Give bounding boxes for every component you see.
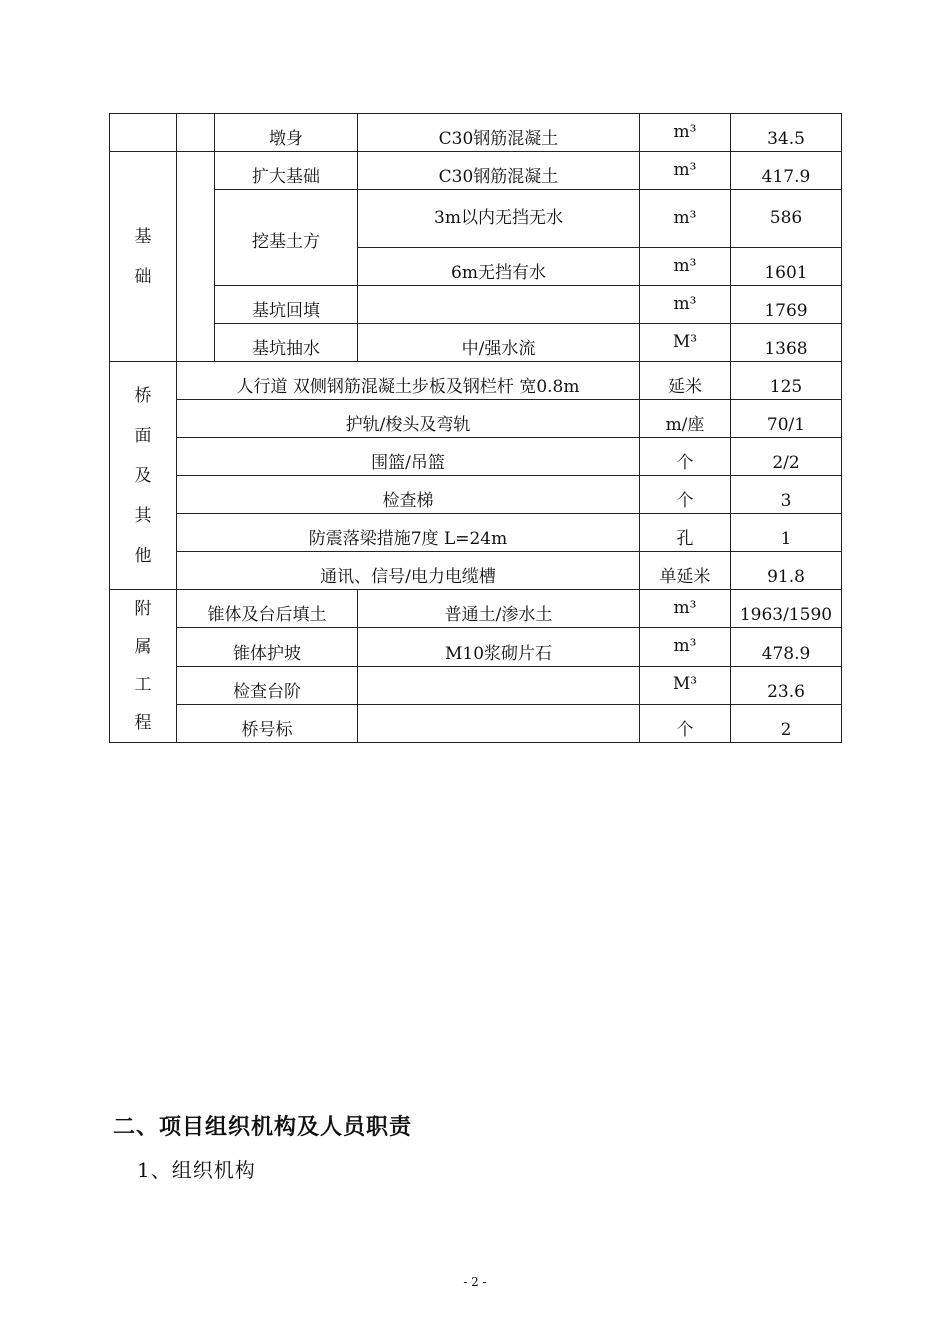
subsection-heading: 1、组织机构 — [137, 1158, 256, 1182]
category-deck: 桥 面 及 其 他 — [110, 362, 177, 590]
unit-cell: 个 — [640, 438, 731, 476]
table-row — [110, 476, 842, 514]
item-cell: 墩身 — [215, 114, 358, 152]
qty-cell: 586 — [731, 190, 842, 248]
desc-cell: 防震落梁措施7度 L=24m — [177, 514, 640, 552]
item-cell: 挖基土方 — [215, 190, 358, 286]
qty-cell: 1601 — [731, 248, 842, 286]
unit-cell: m³ — [640, 628, 731, 666]
qty-cell: 417.9 — [731, 152, 842, 190]
unit-cell: 孔 — [640, 514, 731, 552]
table-row — [110, 114, 842, 152]
qty-cell: 2 — [731, 704, 842, 742]
item-cell: 基坑回填 — [215, 286, 358, 324]
desc-cell: 通讯、信号/电力电缆槽 — [177, 552, 640, 590]
unit-cell: m³ — [640, 152, 731, 190]
table-row — [110, 190, 842, 248]
qty-cell: 1 — [731, 514, 842, 552]
spec-cell — [358, 666, 640, 704]
table-row — [110, 438, 842, 476]
table-row — [110, 666, 842, 704]
qty-cell: 91.8 — [731, 552, 842, 590]
table-row — [110, 552, 842, 590]
table-row — [110, 628, 842, 666]
table-row — [110, 324, 842, 362]
desc-cell: 检查梯 — [177, 476, 640, 514]
spec-cell — [358, 704, 640, 742]
item-cell: 扩大基础 — [215, 152, 358, 190]
unit-cell: m³ — [640, 248, 731, 286]
spec-cell: 中/强水流 — [358, 324, 640, 362]
table-row — [110, 286, 842, 324]
qty-cell: 70/1 — [731, 400, 842, 438]
desc-cell: 护轨/梭头及弯轨 — [177, 400, 640, 438]
quantity-table — [109, 113, 842, 743]
category-ancillary: 附 属 工 程 — [110, 590, 177, 743]
section-heading: 二、项目组织机构及人员职责 — [113, 1115, 413, 1140]
table-row — [110, 362, 842, 400]
qty-cell: 125 — [731, 362, 842, 400]
category-foundation: 基 础 — [110, 152, 177, 362]
unit-cell: 个 — [640, 476, 731, 514]
desc-cell: 人行道 双侧钢筋混凝土步板及钢栏杆 宽0.8m — [177, 362, 640, 400]
qty-cell: 478.9 — [731, 628, 842, 666]
unit-cell: m³ — [640, 114, 731, 152]
table-row — [110, 152, 842, 190]
unit-cell: m³ — [640, 286, 731, 324]
qty-cell: 23.6 — [731, 666, 842, 704]
spec-cell: 6m无挡有水 — [358, 248, 640, 286]
qty-cell: 1769 — [731, 286, 842, 324]
qty-cell: 1368 — [731, 324, 842, 362]
table-row — [110, 400, 842, 438]
table-row — [110, 590, 842, 628]
unit-cell: m³ — [640, 190, 731, 248]
page-number: - 2 - — [463, 1275, 487, 1289]
item-cell: 桥号标 — [177, 704, 358, 742]
unit-cell: M³ — [640, 324, 731, 362]
item-cell: 锥体及台后填土 — [177, 590, 358, 628]
spec-cell: C30钢筋混凝土 — [358, 152, 640, 190]
desc-cell: 围篮/吊篮 — [177, 438, 640, 476]
table-row — [110, 514, 842, 552]
spec-cell: 普通土/渗水土 — [358, 590, 640, 628]
qty-cell: 2/2 — [731, 438, 842, 476]
unit-cell: M³ — [640, 666, 731, 704]
item-cell: 锥体护坡 — [177, 628, 358, 666]
spec-cell: C30钢筋混凝土 — [358, 114, 640, 152]
item-cell: 基坑抽水 — [215, 324, 358, 362]
unit-cell: 个 — [640, 704, 731, 742]
unit-cell: m³ — [640, 590, 731, 628]
item-cell: 检查台阶 — [177, 666, 358, 704]
qty-cell: 1963/1590 — [731, 590, 842, 628]
spec-cell: 3m以内无挡无水 — [358, 190, 640, 248]
table-row — [110, 704, 842, 742]
unit-cell: 延米 — [640, 362, 731, 400]
spec-cell — [358, 286, 640, 324]
unit-cell: m/座 — [640, 400, 731, 438]
unit-cell: 单延米 — [640, 552, 731, 590]
qty-cell: 34.5 — [731, 114, 842, 152]
qty-cell: 3 — [731, 476, 842, 514]
spec-cell: M10浆砌片石 — [358, 628, 640, 666]
